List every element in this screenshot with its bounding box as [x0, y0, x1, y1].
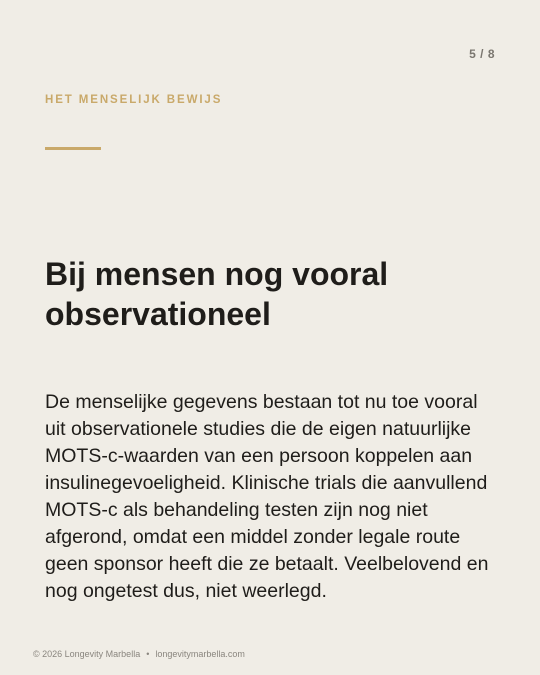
page-counter: 5 / 8 [469, 47, 495, 61]
footer-website-link[interactable]: longevitymarbella.com [155, 649, 245, 659]
footer [33, 649, 245, 659]
footer-separator: • [146, 649, 150, 659]
section-eyebrow: HET MENSELIJK BEWIJS [45, 94, 223, 106]
footer-copyright: © 2026 Longevity Marbella [33, 649, 141, 659]
slide-headline: Bij mensen nog vooral observationeel [45, 256, 389, 332]
slide-body-text: De menselijke gegevens bestaan tot nu toe vooral uit observationele studies die de eigen natuurlijke MOTS-c-waarden van een persoon koppelen aan insulinegevoeligheid. Klinische trials die aanvullend MOTS-c als behandeling testen zijn nog niet afgerond, omdat een middel zonder legale route geen sponsor heeft die ze betaalt. Veelbelovend en nog ongetest dus, niet weerlegd. [45, 391, 489, 602]
accent-divider [45, 147, 101, 150]
